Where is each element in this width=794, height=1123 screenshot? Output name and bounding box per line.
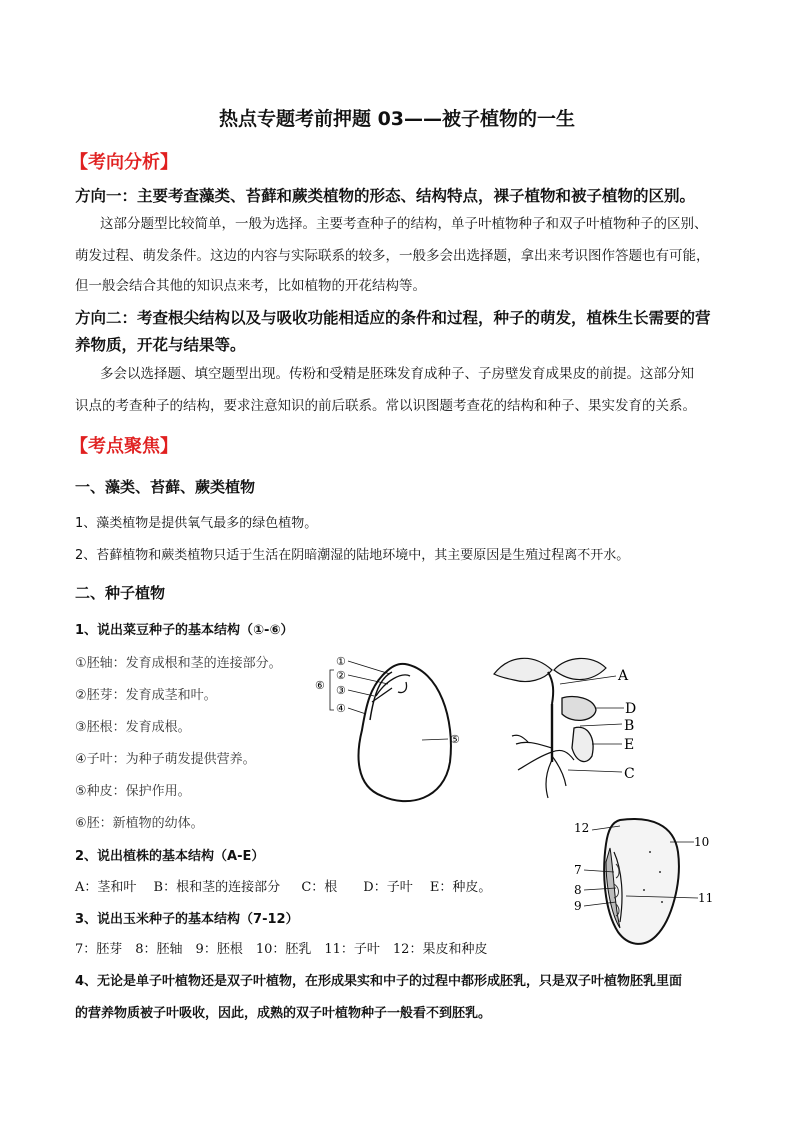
page-title: 热点专题考前押题 03——被子植物的一生 — [218, 108, 576, 130]
section-heading-focus: 【考点聚焦】 — [70, 436, 178, 457]
direction2-heading-line-1: 方向二：考查根尖结构以及与吸收功能相适应的条件和过程，种子的萌发，植株生长需要的营 — [75, 309, 711, 327]
part1-item-1: 1、藻类植物是提供氧气最多的绿色植物。 — [75, 516, 318, 531]
bean-label-4: ④ — [336, 702, 346, 715]
q1-item-6: ⑥胚：新植物的幼体。 — [75, 816, 204, 831]
corn-label-10: 10 — [694, 835, 710, 849]
q3-heading: 3、说出玉米种子的基本结构（7-12） — [75, 912, 299, 927]
q4-line-1: 4、无论是单子叶植物还是双子叶植物，在形成果实和中子的过程中都形成胚乳，只是双子叶植物胚乳里面 — [75, 974, 683, 989]
part2-heading: 二、种子植物 — [75, 584, 166, 602]
plant-label-e: E — [624, 737, 635, 753]
part1-item-2: 2、苔藓植物和蕨类植物只适于生活在阴暗潮湿的陆地环境中，其主要原因是生殖过程离不开水。 — [75, 548, 630, 563]
plant-label-a: A — [618, 668, 629, 684]
section-heading-analysis: 【考向分析】 — [70, 152, 178, 173]
q2-line: A：茎和叶 B：根和茎的连接部分 C：根 D：子叶 E：种皮。 — [75, 880, 492, 895]
corn-label-11: 11 — [698, 891, 714, 905]
direction1-line-2: 萌发过程、萌发条件。这边的内容与实际联系的较多，一般多会出选择题，拿出来考识图作答题也有可能， — [75, 248, 710, 264]
corn-label-9: 9 — [574, 899, 582, 913]
plant-label-d: D — [625, 701, 637, 717]
corn-label-8: 8 — [574, 883, 582, 897]
direction1-line-3: 但一般会结合其他的知识点来考，比如植物的开花结构等。 — [75, 278, 426, 294]
corn-seed-figure — [570, 812, 720, 957]
bean-label-6: ⑥ — [315, 679, 325, 692]
bean-label-3: ③ — [336, 684, 346, 697]
q1-item-2: ②胚芽：发育成茎和叶。 — [75, 688, 217, 703]
direction2-heading-line-2: 养物质，开花与结果等。 — [75, 336, 246, 354]
part1-heading: 一、藻类、苔藓、蕨类植物 — [75, 478, 256, 496]
q4-line-2: 的营养物质被子叶吸收，因此，成熟的双子叶植物种子一般看不到胚乳。 — [75, 1006, 492, 1021]
seedling-figure — [488, 652, 648, 802]
direction1-line-1: 这部分题型比较简单，一般为选择。主要考查种子的结构，单子叶植物种子和双子叶植物种子的区别、 — [100, 216, 708, 232]
plant-label-c: C — [624, 766, 635, 782]
plant-label-b: B — [624, 718, 635, 734]
bean-label-5: ⑤ — [450, 733, 460, 746]
q1-heading: 1、说出菜豆种子的基本结构（①-⑥） — [75, 623, 294, 638]
bean-seed-figure — [310, 650, 475, 820]
direction1-heading: 方向一：主要考查藻类、苔藓和蕨类植物的形态、结构特点，裸子植物和被子植物的区别。 — [75, 187, 696, 205]
q1-item-1: ①胚轴：发育成根和茎的连接部分。 — [75, 656, 282, 671]
direction2-line-2: 识点的考查种子的结构，要求注意知识的前后联系。常以识图题考查花的结构和种子、果实发育的关系。 — [75, 398, 696, 414]
q2-heading: 2、说出植株的基本结构（A-E） — [75, 849, 265, 864]
q1-item-3: ③胚根：发育成根。 — [75, 720, 191, 735]
corn-label-12: 12 — [574, 821, 590, 835]
q3-line: 7：胚芽 8：胚轴 9：胚根 10：胚乳 11：子叶 12：果皮和种皮 — [75, 942, 488, 957]
bean-label-2: ② — [336, 669, 346, 682]
corn-label-7: 7 — [574, 863, 582, 877]
bean-label-1: ① — [336, 655, 346, 668]
q1-item-5: ⑤种皮：保护作用。 — [75, 784, 191, 799]
direction2-line-1: 多会以选择题、填空题型出现。传粉和受精是胚珠发育成种子、子房壁发育成果皮的前提。这部分知 — [100, 366, 694, 382]
q1-item-4: ④子叶：为种子萌发提供营养。 — [75, 752, 256, 767]
